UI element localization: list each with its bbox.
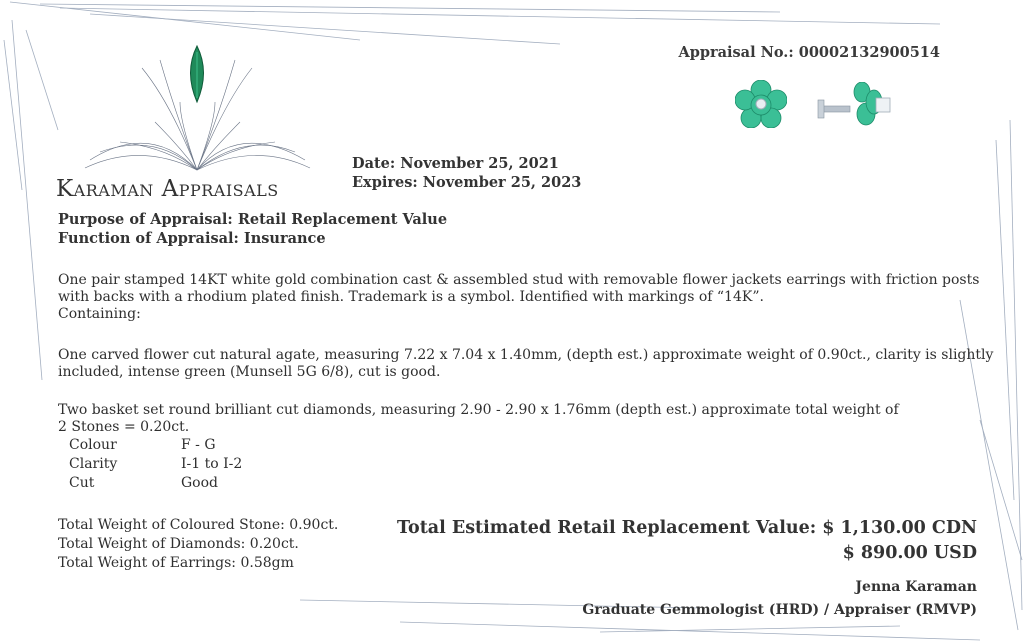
logo-icon — [80, 42, 315, 176]
appraisal-number: Appraisal No.: 00002132900514 — [678, 44, 940, 61]
description-line: with backs with a rhodium plated finish. Trademark is a symbol. Identified with markings of “14K”. — [58, 289, 764, 305]
appraiser-name: Jenna Karaman — [855, 579, 977, 595]
dates-block — [352, 154, 581, 192]
weight-coloured: Total Weight of Coloured Stone: 0.90ct. — [58, 517, 339, 533]
total-value-usd: $ 890.00 USD — [842, 543, 977, 563]
weights-block — [58, 516, 338, 573]
diamond-description — [58, 402, 899, 436]
earring-side-image — [816, 82, 896, 132]
agate-description — [58, 347, 993, 381]
grade-value: F - G — [181, 437, 216, 453]
grade-label: Clarity — [69, 456, 118, 472]
grade-value: Good — [181, 475, 219, 491]
description-line: One pair stamped 14KT white gold combination cast & assembled stud with removable flower jackets earrings with friction posts — [58, 272, 980, 288]
signature-block — [582, 576, 977, 622]
weight-earrings: Total Weight of Earrings: 0.58gm — [58, 555, 294, 571]
description-line: One carved flower cut natural agate, measuring 7.22 x 7.04 x 1.40mm, (depth est.) approximate weight of 0.90ct., clarity is slightly — [58, 347, 994, 363]
total-value-cdn: Total Estimated Retail Replacement Value: $ 1,130.00 CDN — [397, 518, 977, 538]
purpose-line: Purpose of Appraisal: Retail Replacement Value — [58, 211, 448, 228]
description-line: 2 Stones = 0.20ct. — [58, 419, 190, 435]
brand-name: Karaman Appraisals — [56, 176, 279, 202]
grade-value: I-1 to I-2 — [181, 456, 243, 472]
grade-row — [69, 455, 242, 474]
grade-label: Cut — [69, 475, 95, 491]
grade-row — [69, 474, 242, 493]
purpose-block — [58, 210, 447, 248]
description-line: Two basket set round brilliant cut diamonds, measuring 2.90 - 2.90 x 1.76mm (depth est.) approximate total weight of — [58, 402, 899, 418]
appraiser-title: Graduate Gemmologist (HRD) / Appraiser (RMVP) — [582, 602, 977, 618]
function-line: Function of Appraisal: Insurance — [58, 230, 326, 247]
item-description — [58, 272, 979, 323]
expiry-date: Expires: November 25, 2023 — [352, 174, 582, 191]
earring-front-image — [735, 80, 787, 132]
appraisal-date: Date: November 25, 2021 — [352, 155, 559, 172]
description-line: Containing: — [58, 306, 141, 322]
weight-diamonds: Total Weight of Diamonds: 0.20ct. — [58, 536, 299, 552]
description-line: included, intense green (Munsell 5G 6/8), cut is good. — [58, 364, 441, 380]
diamond-grades — [69, 436, 242, 493]
grade-label: Colour — [69, 437, 117, 453]
total-value-block — [397, 516, 977, 566]
grade-row — [69, 436, 242, 455]
